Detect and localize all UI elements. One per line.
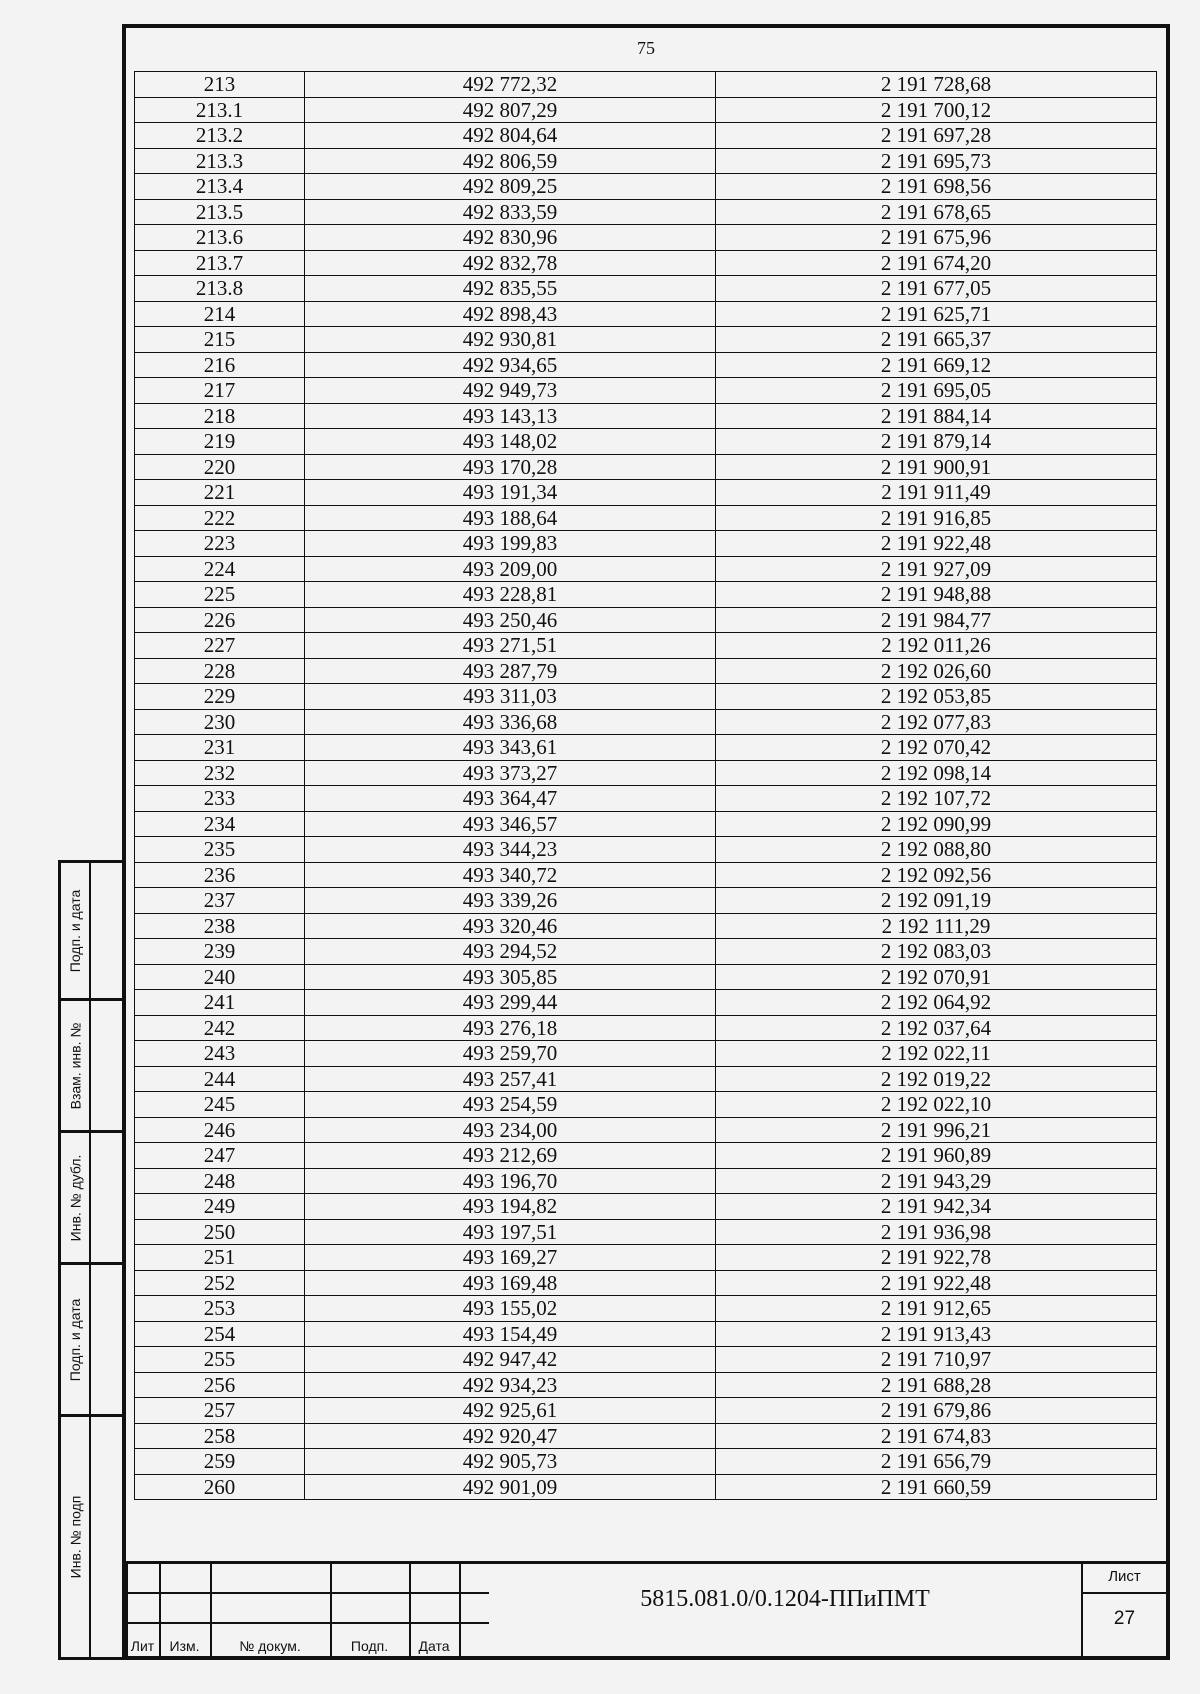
side-stamp [58, 860, 122, 1660]
table-row [135, 174, 1157, 200]
y-coordinate-cell: 2 192 091,19 [716, 888, 1157, 914]
table-row [135, 1143, 1157, 1169]
coordinates-table [134, 71, 1157, 1500]
x-coordinate-cell: 493 170,28 [305, 454, 716, 480]
y-coordinate-cell: 2 192 022,10 [716, 1092, 1157, 1118]
page-number: 75 [637, 38, 655, 58]
x-coordinate-cell: 493 234,00 [305, 1117, 716, 1143]
x-coordinate-cell: 493 169,48 [305, 1270, 716, 1296]
table-row [135, 1245, 1157, 1271]
y-coordinate-cell: 2 191 936,98 [716, 1219, 1157, 1245]
point-number-cell: 230 [135, 709, 305, 735]
table-row [135, 352, 1157, 378]
x-coordinate-cell: 493 344,23 [305, 837, 716, 863]
table-row [135, 607, 1157, 633]
x-coordinate-cell: 492 898,43 [305, 301, 716, 327]
y-coordinate-cell: 2 192 037,64 [716, 1015, 1157, 1041]
y-coordinate-cell: 2 191 665,37 [716, 327, 1157, 353]
table-row [135, 276, 1157, 302]
change-column-label: Изм. [169, 1638, 200, 1654]
x-coordinate-cell: 493 148,02 [305, 429, 716, 455]
y-coordinate-cell: 2 191 688,28 [716, 1372, 1157, 1398]
table-row [135, 378, 1157, 404]
x-coordinate-cell: 493 188,64 [305, 505, 716, 531]
x-coordinate-cell: 492 833,59 [305, 199, 716, 225]
point-number-cell: 252 [135, 1270, 305, 1296]
x-coordinate-cell: 493 299,44 [305, 990, 716, 1016]
y-coordinate-cell: 2 191 675,96 [716, 225, 1157, 251]
table-row [135, 1219, 1157, 1245]
x-coordinate-cell: 493 346,57 [305, 811, 716, 837]
y-coordinate-cell: 2 191 728,68 [716, 72, 1157, 98]
point-number-cell: 217 [135, 378, 305, 404]
table-row [135, 837, 1157, 863]
table-row [135, 1015, 1157, 1041]
point-number-cell: 223 [135, 531, 305, 557]
x-coordinate-cell: 493 228,81 [305, 582, 716, 608]
x-coordinate-cell: 492 920,47 [305, 1423, 716, 1449]
x-coordinate-cell: 492 807,29 [305, 97, 716, 123]
table-row [135, 225, 1157, 251]
point-number-cell: 251 [135, 1245, 305, 1271]
table-row [135, 1474, 1157, 1500]
x-coordinate-cell: 492 901,09 [305, 1474, 716, 1500]
x-coordinate-cell: 493 259,70 [305, 1041, 716, 1067]
point-number-cell: 213.5 [135, 199, 305, 225]
y-coordinate-cell: 2 191 943,29 [716, 1168, 1157, 1194]
x-coordinate-cell: 493 194,82 [305, 1194, 716, 1220]
y-coordinate-cell: 2 191 942,34 [716, 1194, 1157, 1220]
table-row [135, 862, 1157, 888]
x-coordinate-cell: 492 830,96 [305, 225, 716, 251]
x-coordinate-cell: 493 250,46 [305, 607, 716, 633]
point-number-cell: 213.8 [135, 276, 305, 302]
y-coordinate-cell: 2 192 011,26 [716, 633, 1157, 659]
point-number-cell: 236 [135, 862, 305, 888]
y-coordinate-cell: 2 191 912,65 [716, 1296, 1157, 1322]
point-number-cell: 229 [135, 684, 305, 710]
table-row [135, 1398, 1157, 1424]
lit-column-label: Лит [130, 1638, 155, 1654]
point-number-cell: 260 [135, 1474, 305, 1500]
point-number-cell: 256 [135, 1372, 305, 1398]
y-coordinate-cell: 2 191 996,21 [716, 1117, 1157, 1143]
x-coordinate-cell: 493 294,52 [305, 939, 716, 965]
y-coordinate-cell: 2 192 092,56 [716, 862, 1157, 888]
sheet-number: 27 [1113, 1608, 1136, 1629]
table-row [135, 1423, 1157, 1449]
point-number-cell: 239 [135, 939, 305, 965]
point-number-cell: 216 [135, 352, 305, 378]
y-coordinate-cell: 2 191 948,88 [716, 582, 1157, 608]
table-row [135, 964, 1157, 990]
x-coordinate-cell: 493 364,47 [305, 786, 716, 812]
table-row [135, 429, 1157, 455]
table-row [135, 990, 1157, 1016]
point-number-cell: 257 [135, 1398, 305, 1424]
point-number-cell: 258 [135, 1423, 305, 1449]
sheet-label: Лист [1108, 1568, 1141, 1585]
point-number-cell: 213 [135, 72, 305, 98]
y-coordinate-cell: 2 191 656,79 [716, 1449, 1157, 1475]
original-inventory-label: Инв. № подп [67, 1495, 84, 1579]
table-row [135, 250, 1157, 276]
table-row [135, 327, 1157, 353]
x-coordinate-cell: 493 191,34 [305, 480, 716, 506]
y-coordinate-cell: 2 191 916,85 [716, 505, 1157, 531]
x-coordinate-cell: 493 212,69 [305, 1143, 716, 1169]
y-coordinate-cell: 2 191 911,49 [716, 480, 1157, 506]
table-row [135, 531, 1157, 557]
y-coordinate-cell: 2 191 884,14 [716, 403, 1157, 429]
point-number-cell: 224 [135, 556, 305, 582]
x-coordinate-cell: 492 934,23 [305, 1372, 716, 1398]
table-row [135, 735, 1157, 761]
document-code: 5815.081.0/0.1204-ППиПМТ [640, 1586, 930, 1612]
x-coordinate-cell: 492 934,65 [305, 352, 716, 378]
point-number-cell: 227 [135, 633, 305, 659]
point-number-cell: 226 [135, 607, 305, 633]
y-coordinate-cell: 2 192 077,83 [716, 709, 1157, 735]
y-coordinate-cell: 2 192 022,11 [716, 1041, 1157, 1067]
point-number-cell: 238 [135, 913, 305, 939]
table-row [135, 684, 1157, 710]
y-coordinate-cell: 2 191 679,86 [716, 1398, 1157, 1424]
title-block [126, 1561, 1166, 1656]
y-coordinate-cell: 2 191 678,65 [716, 199, 1157, 225]
x-coordinate-cell: 493 154,49 [305, 1321, 716, 1347]
point-number-cell: 249 [135, 1194, 305, 1220]
x-coordinate-cell: 493 339,26 [305, 888, 716, 914]
point-number-cell: 242 [135, 1015, 305, 1041]
point-number-cell: 232 [135, 760, 305, 786]
y-coordinate-cell: 2 192 070,42 [716, 735, 1157, 761]
point-number-cell: 243 [135, 1041, 305, 1067]
point-number-cell: 233 [135, 786, 305, 812]
drawing-frame [122, 24, 1170, 1660]
table-row [135, 811, 1157, 837]
point-number-cell: 225 [135, 582, 305, 608]
table-row [135, 1347, 1157, 1373]
point-number-cell: 259 [135, 1449, 305, 1475]
point-number-cell: 241 [135, 990, 305, 1016]
point-number-cell: 237 [135, 888, 305, 914]
x-coordinate-cell: 493 311,03 [305, 684, 716, 710]
table-row [135, 939, 1157, 965]
x-coordinate-cell: 492 949,73 [305, 378, 716, 404]
y-coordinate-cell: 2 191 922,48 [716, 531, 1157, 557]
table-row [135, 72, 1157, 98]
y-coordinate-cell: 2 192 083,03 [716, 939, 1157, 965]
x-coordinate-cell: 492 925,61 [305, 1398, 716, 1424]
x-coordinate-cell: 493 336,68 [305, 709, 716, 735]
table-row [135, 1168, 1157, 1194]
point-number-cell: 231 [135, 735, 305, 761]
table-row [135, 199, 1157, 225]
y-coordinate-cell: 2 191 695,05 [716, 378, 1157, 404]
point-number-cell: 213.4 [135, 174, 305, 200]
table-row [135, 148, 1157, 174]
y-coordinate-cell: 2 191 710,97 [716, 1347, 1157, 1373]
y-coordinate-cell: 2 191 984,77 [716, 607, 1157, 633]
point-number-cell: 214 [135, 301, 305, 327]
coordinates-table-body [135, 72, 1157, 1500]
point-number-cell: 245 [135, 1092, 305, 1118]
table-row [135, 123, 1157, 149]
signature-date-label-top: Подп. и дата [67, 889, 83, 972]
doc-number-column-label: № докум. [239, 1638, 301, 1654]
x-coordinate-cell: 493 305,85 [305, 964, 716, 990]
y-coordinate-cell: 2 191 677,05 [716, 276, 1157, 302]
signature-column-label: Подп. [350, 1638, 389, 1654]
table-row [135, 403, 1157, 429]
point-number-cell: 255 [135, 1347, 305, 1373]
y-coordinate-cell: 2 191 697,28 [716, 123, 1157, 149]
y-coordinate-cell: 2 192 088,80 [716, 837, 1157, 863]
table-row [135, 709, 1157, 735]
y-coordinate-cell: 2 192 111,29 [716, 913, 1157, 939]
table-row [135, 556, 1157, 582]
table-row [135, 505, 1157, 531]
table-row [135, 1194, 1157, 1220]
x-coordinate-cell: 492 806,59 [305, 148, 716, 174]
signature-date-label-bottom: Подп. и дата [67, 1298, 83, 1381]
point-number-cell: 248 [135, 1168, 305, 1194]
table-row [135, 1066, 1157, 1092]
replacement-inventory-label: Взам. инв. № [67, 1022, 84, 1109]
table-row [135, 582, 1157, 608]
point-number-cell: 234 [135, 811, 305, 837]
y-coordinate-cell: 2 191 698,56 [716, 174, 1157, 200]
x-coordinate-cell: 492 947,42 [305, 1347, 716, 1373]
point-number-cell: 218 [135, 403, 305, 429]
x-coordinate-cell: 493 320,46 [305, 913, 716, 939]
x-coordinate-cell: 493 196,70 [305, 1168, 716, 1194]
point-number-cell: 246 [135, 1117, 305, 1143]
y-coordinate-cell: 2 191 660,59 [716, 1474, 1157, 1500]
point-number-cell: 250 [135, 1219, 305, 1245]
table-row [135, 1041, 1157, 1067]
y-coordinate-cell: 2 191 879,14 [716, 429, 1157, 455]
x-coordinate-cell: 492 804,64 [305, 123, 716, 149]
table-row [135, 1321, 1157, 1347]
point-number-cell: 213.2 [135, 123, 305, 149]
y-coordinate-cell: 2 192 090,99 [716, 811, 1157, 837]
point-number-cell: 222 [135, 505, 305, 531]
y-coordinate-cell: 2 191 900,91 [716, 454, 1157, 480]
x-coordinate-cell: 493 257,41 [305, 1066, 716, 1092]
point-number-cell: 220 [135, 454, 305, 480]
table-row [135, 913, 1157, 939]
x-coordinate-cell: 492 905,73 [305, 1449, 716, 1475]
x-coordinate-cell: 493 199,83 [305, 531, 716, 557]
point-number-cell: 240 [135, 964, 305, 990]
x-coordinate-cell: 492 772,32 [305, 72, 716, 98]
table-row [135, 1449, 1157, 1475]
table-row [135, 1270, 1157, 1296]
table-row [135, 658, 1157, 684]
y-coordinate-cell: 2 192 053,85 [716, 684, 1157, 710]
table-row [135, 454, 1157, 480]
point-number-cell: 228 [135, 658, 305, 684]
x-coordinate-cell: 492 930,81 [305, 327, 716, 353]
date-column-label: Дата [418, 1638, 450, 1654]
y-coordinate-cell: 2 191 625,71 [716, 301, 1157, 327]
x-coordinate-cell: 493 169,27 [305, 1245, 716, 1271]
y-coordinate-cell: 2 192 098,14 [716, 760, 1157, 786]
x-coordinate-cell: 493 373,27 [305, 760, 716, 786]
table-row [135, 1372, 1157, 1398]
y-coordinate-cell: 2 192 107,72 [716, 786, 1157, 812]
point-number-cell: 253 [135, 1296, 305, 1322]
point-number-cell: 221 [135, 480, 305, 506]
y-coordinate-cell: 2 191 669,12 [716, 352, 1157, 378]
y-coordinate-cell: 2 192 064,92 [716, 990, 1157, 1016]
point-number-cell: 254 [135, 1321, 305, 1347]
y-coordinate-cell: 2 191 922,78 [716, 1245, 1157, 1271]
x-coordinate-cell: 493 254,59 [305, 1092, 716, 1118]
x-coordinate-cell: 493 197,51 [305, 1219, 716, 1245]
table-row [135, 633, 1157, 659]
x-coordinate-cell: 493 276,18 [305, 1015, 716, 1041]
point-number-cell: 244 [135, 1066, 305, 1092]
table-row [135, 888, 1157, 914]
point-number-cell: 213.3 [135, 148, 305, 174]
y-coordinate-cell: 2 192 019,22 [716, 1066, 1157, 1092]
y-coordinate-cell: 2 192 070,91 [716, 964, 1157, 990]
y-coordinate-cell: 2 191 927,09 [716, 556, 1157, 582]
point-number-cell: 213.7 [135, 250, 305, 276]
x-coordinate-cell: 492 809,25 [305, 174, 716, 200]
x-coordinate-cell: 493 271,51 [305, 633, 716, 659]
y-coordinate-cell: 2 191 922,48 [716, 1270, 1157, 1296]
point-number-cell: 247 [135, 1143, 305, 1169]
table-row [135, 97, 1157, 123]
point-number-cell: 219 [135, 429, 305, 455]
table-row [135, 760, 1157, 786]
table-row [135, 301, 1157, 327]
duplicate-inventory-label: Инв. № дубл. [67, 1154, 84, 1241]
x-coordinate-cell: 493 155,02 [305, 1296, 716, 1322]
point-number-cell: 235 [135, 837, 305, 863]
y-coordinate-cell: 2 191 960,89 [716, 1143, 1157, 1169]
point-number-cell: 213.6 [135, 225, 305, 251]
table-row [135, 1117, 1157, 1143]
table-row [135, 480, 1157, 506]
y-coordinate-cell: 2 191 913,43 [716, 1321, 1157, 1347]
x-coordinate-cell: 493 287,79 [305, 658, 716, 684]
y-coordinate-cell: 2 191 674,20 [716, 250, 1157, 276]
y-coordinate-cell: 2 191 700,12 [716, 97, 1157, 123]
y-coordinate-cell: 2 191 695,73 [716, 148, 1157, 174]
point-number-cell: 213.1 [135, 97, 305, 123]
table-row [135, 1092, 1157, 1118]
x-coordinate-cell: 493 343,61 [305, 735, 716, 761]
point-number-cell: 215 [135, 327, 305, 353]
x-coordinate-cell: 492 835,55 [305, 276, 716, 302]
y-coordinate-cell: 2 192 026,60 [716, 658, 1157, 684]
y-coordinate-cell: 2 191 674,83 [716, 1423, 1157, 1449]
x-coordinate-cell: 492 832,78 [305, 250, 716, 276]
x-coordinate-cell: 493 340,72 [305, 862, 716, 888]
x-coordinate-cell: 493 143,13 [305, 403, 716, 429]
table-row [135, 1296, 1157, 1322]
table-row [135, 786, 1157, 812]
x-coordinate-cell: 493 209,00 [305, 556, 716, 582]
